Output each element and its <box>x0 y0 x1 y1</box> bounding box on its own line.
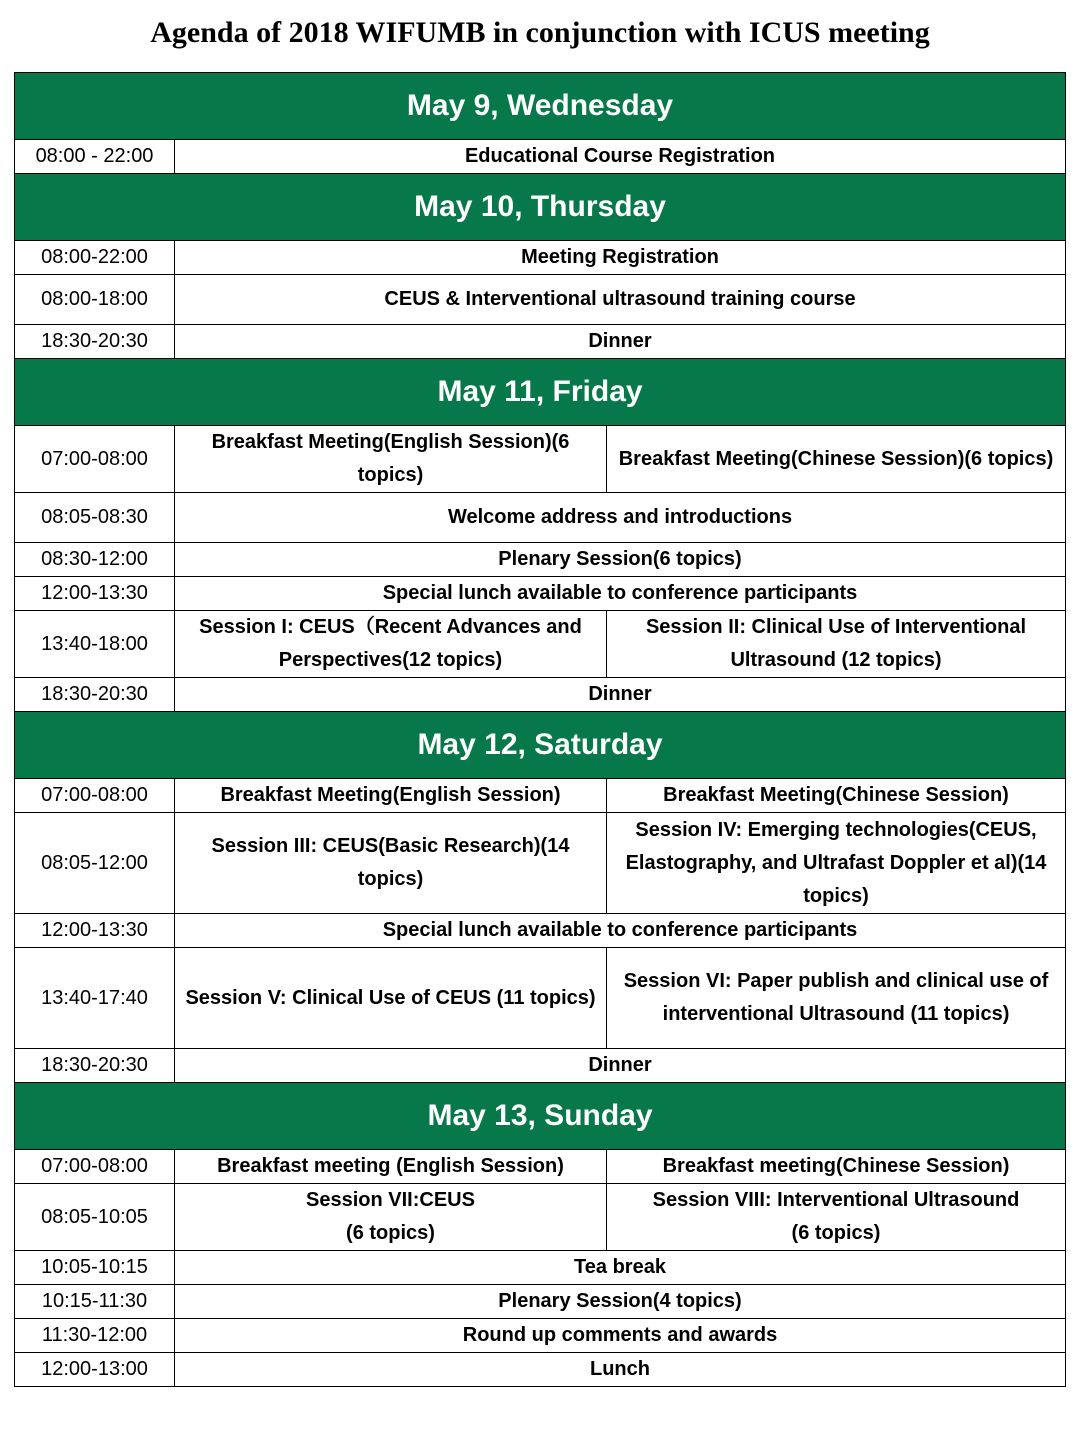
event-cell: Dinner <box>175 678 1066 712</box>
agenda-row <box>15 241 1066 275</box>
agenda-row <box>15 611 1066 678</box>
time-slot: 08:00-18:00 <box>15 275 175 325</box>
time-slot: 13:40-17:40 <box>15 948 175 1049</box>
agenda-row <box>15 1353 1066 1387</box>
day-header-label: May 10, Thursday <box>15 174 1066 241</box>
time-slot: 08:30-12:00 <box>15 543 175 577</box>
agenda-row <box>15 275 1066 325</box>
day-header <box>15 1083 1066 1150</box>
day-header-label: May 11, Friday <box>15 359 1066 426</box>
time-slot: 10:15-11:30 <box>15 1285 175 1319</box>
page-title: Agenda of 2018 WIFUMB in conjunction with ICUS meeting <box>150 16 930 49</box>
event-cell: Session V: Clinical Use of CEUS (11 topics) <box>175 948 607 1049</box>
agenda-row <box>15 426 1066 493</box>
day-header <box>15 174 1066 241</box>
event-cell: Session I: CEUS（Recent Advances and Perspectives(12 topics) <box>175 611 607 678</box>
event-cell: Breakfast meeting (English Session) <box>175 1150 607 1184</box>
time-slot: 08:00 - 22:00 <box>15 140 175 174</box>
time-slot: 18:30-20:30 <box>15 325 175 359</box>
event-cell: Breakfast Meeting(Chinese Session) <box>607 779 1066 813</box>
time-slot: 13:40-18:00 <box>15 611 175 678</box>
day-header-label: May 9, Wednesday <box>15 73 1066 140</box>
event-cell: Dinner <box>175 325 1066 359</box>
event-cell: Session VII:CEUS (6 topics) <box>175 1184 607 1251</box>
day-header <box>15 73 1066 140</box>
agenda-row <box>15 678 1066 712</box>
day-header <box>15 359 1066 426</box>
day-header-label: May 13, Sunday <box>15 1083 1066 1150</box>
agenda-row <box>15 543 1066 577</box>
agenda-table <box>14 72 1066 1387</box>
agenda-row <box>15 325 1066 359</box>
time-slot: 12:00-13:00 <box>15 1353 175 1387</box>
agenda-row <box>15 948 1066 1049</box>
event-cell: Round up comments and awards <box>175 1319 1066 1353</box>
agenda-row <box>15 577 1066 611</box>
agenda-row <box>15 1049 1066 1083</box>
event-cell: Breakfast Meeting(English Session) <box>175 779 607 813</box>
agenda-row <box>15 493 1066 543</box>
event-cell: Breakfast Meeting(English Session)(6 topics) <box>175 426 607 493</box>
event-cell: Tea break <box>175 1251 1066 1285</box>
time-slot: 08:05-10:05 <box>15 1184 175 1251</box>
time-slot: 18:30-20:30 <box>15 1049 175 1083</box>
agenda-row <box>15 779 1066 813</box>
event-cell: Breakfast meeting(Chinese Session) <box>607 1150 1066 1184</box>
agenda-body <box>15 73 1066 1387</box>
event-cell: Session III: CEUS(Basic Research)(14 topics) <box>175 813 607 914</box>
time-slot: 11:30-12:00 <box>15 1319 175 1353</box>
event-cell: Lunch <box>175 1353 1066 1387</box>
event-cell: Welcome address and introductions <box>175 493 1066 543</box>
event-cell: Meeting Registration <box>175 241 1066 275</box>
event-cell: Session IV: Emerging technologies(CEUS, Elastography, and Ultrafast Doppler et al)(14 topics) <box>607 813 1066 914</box>
event-cell: Session VIII: Interventional Ultrasound (6 topics) <box>607 1184 1066 1251</box>
agenda-row <box>15 914 1066 948</box>
agenda-row <box>15 1319 1066 1353</box>
agenda-row <box>15 140 1066 174</box>
event-cell: Session II: Clinical Use of Interventional Ultrasound (12 topics) <box>607 611 1066 678</box>
agenda-row <box>15 813 1066 914</box>
event-cell: Breakfast Meeting(Chinese Session)(6 topics) <box>607 426 1066 493</box>
agenda-row <box>15 1285 1066 1319</box>
time-slot: 07:00-08:00 <box>15 1150 175 1184</box>
time-slot: 18:30-20:30 <box>15 678 175 712</box>
agenda-row <box>15 1184 1066 1251</box>
event-cell: Plenary Session(4 topics) <box>175 1285 1066 1319</box>
time-slot: 10:05-10:15 <box>15 1251 175 1285</box>
time-slot: 08:05-12:00 <box>15 813 175 914</box>
event-cell: Session VI: Paper publish and clinical use of interventional Ultrasound (11 topics) <box>607 948 1066 1049</box>
event-cell: Special lunch available to conference participants <box>175 914 1066 948</box>
event-cell: Educational Course Registration <box>175 140 1066 174</box>
agenda-row <box>15 1150 1066 1184</box>
event-cell: Plenary Session(6 topics) <box>175 543 1066 577</box>
time-slot: 07:00-08:00 <box>15 426 175 493</box>
time-slot: 08:00-22:00 <box>15 241 175 275</box>
day-header-label: May 12, Saturday <box>15 712 1066 779</box>
time-slot: 08:05-08:30 <box>15 493 175 543</box>
event-cell: CEUS & Interventional ultrasound training course <box>175 275 1066 325</box>
time-slot: 12:00-13:30 <box>15 577 175 611</box>
time-slot: 07:00-08:00 <box>15 779 175 813</box>
event-cell: Special lunch available to conference participants <box>175 577 1066 611</box>
day-header <box>15 712 1066 779</box>
agenda-row <box>15 1251 1066 1285</box>
event-cell: Dinner <box>175 1049 1066 1083</box>
time-slot: 12:00-13:30 <box>15 914 175 948</box>
